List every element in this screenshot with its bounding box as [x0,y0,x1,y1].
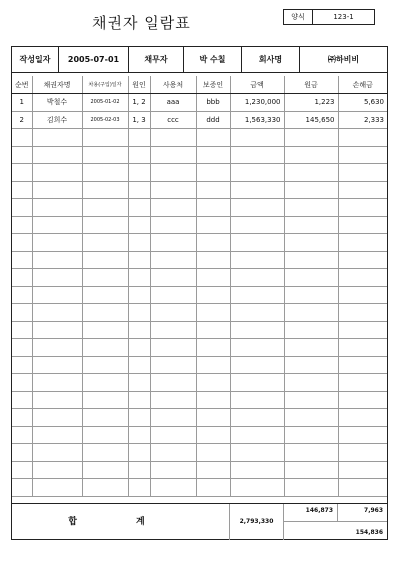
table-cell [12,234,32,252]
info-row [12,47,387,73]
table-cell [32,181,82,199]
table-cell [284,164,338,182]
empty-row [12,286,387,304]
table-cell [128,321,150,339]
column-header: 채권자명 [32,76,82,94]
table-cell [32,164,82,182]
table-cell [12,356,32,374]
table-cell [12,286,32,304]
table-cell [82,479,128,497]
document-title: 채권자 일람표 [92,14,191,32]
table-cell [128,426,150,444]
empty-row [12,251,387,269]
table-cell [32,321,82,339]
table-cell: ddd [196,111,230,129]
table-cell [196,304,230,322]
table-cell [12,304,32,322]
table-cell [82,321,128,339]
totals-principal: 146,873 [284,504,338,522]
table-cell [12,164,32,182]
table-cell: 2 [12,111,32,129]
table-cell [128,286,150,304]
table-cell [284,409,338,427]
table-cell [12,339,32,357]
column-header: 금액 [230,76,284,94]
table-cell [284,391,338,409]
table-cell [338,409,387,427]
column-header: 순번 [12,76,32,94]
table-cell [338,444,387,462]
table-cell [338,461,387,479]
table-cell [150,164,196,182]
table-cell [128,304,150,322]
table-cell: 2005-01-02 [82,94,128,112]
table-cell: 2005-02-03 [82,111,128,129]
table-cell [338,251,387,269]
table-cell [12,461,32,479]
table-cell [128,444,150,462]
table-cell [230,479,284,497]
table-cell [32,146,82,164]
table-cell [284,426,338,444]
table-cell [230,426,284,444]
debtor-value: 박 수칠 [184,47,242,72]
table-cell [150,391,196,409]
table-cell: 5,630 [338,94,387,112]
table-cell [230,304,284,322]
empty-row [12,479,387,497]
table-cell [230,444,284,462]
table-cell [338,304,387,322]
table-cell [82,374,128,392]
table-cell: 2,333 [338,111,387,129]
table-cell [196,129,230,147]
table-cell [12,269,32,287]
table-cell [128,146,150,164]
table-cell [128,199,150,217]
table-cell [150,304,196,322]
table-cell [82,356,128,374]
table-cell [82,269,128,287]
table-cell [150,461,196,479]
column-header: 사용처 [150,76,196,94]
table-cell [284,216,338,234]
column-header: 원금 [284,76,338,94]
table-cell [196,146,230,164]
table-cell: ccc [150,111,196,129]
empty-row [12,461,387,479]
table-cell: 1 [12,94,32,112]
table-cell [82,181,128,199]
table-cell [32,391,82,409]
table-cell: aaa [150,94,196,112]
table-cell [230,146,284,164]
table-cell [32,339,82,357]
table-cell [150,426,196,444]
table-cell [32,409,82,427]
empty-row [12,164,387,182]
table-cell [230,356,284,374]
table-cell [128,181,150,199]
empty-row [12,199,387,217]
empty-row [12,146,387,164]
table-cell [230,409,284,427]
table-cell [338,234,387,252]
table-header [12,76,387,94]
table-cell: 1, 2 [128,94,150,112]
table-cell [150,181,196,199]
table-cell [338,199,387,217]
table-cell [128,251,150,269]
table-cell [82,426,128,444]
table-cell [284,234,338,252]
table-cell [82,164,128,182]
table-cell [82,146,128,164]
table-cell [284,129,338,147]
table-cell [284,286,338,304]
table-cell [230,234,284,252]
table-cell: 145,650 [284,111,338,129]
table-cell [32,234,82,252]
table-cell [12,129,32,147]
table-cell [196,216,230,234]
table-cell [230,216,284,234]
table-cell [32,444,82,462]
table-cell [128,479,150,497]
empty-row [12,304,387,322]
table-cell [284,304,338,322]
table-cell [82,461,128,479]
table-cell [12,479,32,497]
table-cell [196,251,230,269]
table-cell [128,374,150,392]
table-cell [150,216,196,234]
table-cell [150,321,196,339]
table-cell [12,321,32,339]
date-label: 작성일자 [12,47,59,72]
table-cell [284,146,338,164]
empty-row [12,181,387,199]
table-cell [230,129,284,147]
table-cell [82,339,128,357]
table-cell [128,391,150,409]
table-cell [230,164,284,182]
table-cell [284,251,338,269]
table-cell: 1,223 [284,94,338,112]
company-value: ㈜하비비 [327,55,360,64]
table-cell [82,409,128,427]
table-cell [32,461,82,479]
table-cell [150,129,196,147]
table-cell [284,374,338,392]
table-cell [150,356,196,374]
column-header: 차용(구입)일자 [82,76,128,94]
table-cell [196,409,230,427]
table-cell [128,129,150,147]
totals-sum: 154,836 [355,529,383,536]
table-cell [338,181,387,199]
table-cell [32,269,82,287]
table-cell [338,269,387,287]
table-cell [32,356,82,374]
form-code-box [283,9,375,25]
table-cell [150,374,196,392]
table-cell [338,339,387,357]
table-cell [196,269,230,287]
table-cell: 1,230,000 [230,94,284,112]
table-cell [230,286,284,304]
table-cell [338,426,387,444]
table-cell [82,129,128,147]
table-cell [82,216,128,234]
table-cell [284,479,338,497]
company-label: 회사명 [242,47,300,72]
table-cell [32,251,82,269]
table-cell [338,146,387,164]
table-cell [82,391,128,409]
table-cell [150,286,196,304]
table-row [12,111,387,129]
column-header: 손해금 [338,76,387,94]
table-cell [230,199,284,217]
debtor-label: 채무자 [129,47,184,72]
empty-row [12,391,387,409]
table-cell [32,304,82,322]
empty-row [12,444,387,462]
table-cell [128,234,150,252]
table-cell [196,321,230,339]
empty-row [12,409,387,427]
column-header: 원인 [128,76,150,94]
table-cell [338,321,387,339]
table-cell [32,374,82,392]
table-cell [150,146,196,164]
table-cell [196,391,230,409]
table-cell [12,444,32,462]
date-value: 2005-07-01 [59,47,129,72]
table-cell [82,234,128,252]
table-cell [230,251,284,269]
table-cell [150,339,196,357]
table-cell: 1, 3 [128,111,150,129]
table-cell [196,199,230,217]
table-cell [150,199,196,217]
empty-row [12,321,387,339]
table-cell [196,181,230,199]
table-cell [284,269,338,287]
table-cell [32,199,82,217]
table-cell [150,234,196,252]
table-cell [284,181,338,199]
empty-row [12,426,387,444]
table-cell [128,409,150,427]
table-cell [338,374,387,392]
table-cell [12,181,32,199]
table-cell [338,216,387,234]
table-cell [12,374,32,392]
creditor-table [12,76,387,497]
table-cell [230,269,284,287]
form-code: 123-1 [333,13,354,21]
empty-row [12,129,387,147]
empty-row [12,234,387,252]
form-label: 양식 [284,10,313,24]
table-cell [150,409,196,427]
table-cell [128,216,150,234]
table-cell [128,269,150,287]
table-cell [230,181,284,199]
table-cell [230,321,284,339]
table-cell [230,461,284,479]
table-cell [230,391,284,409]
table-cell [12,426,32,444]
table-cell [150,269,196,287]
table-cell [32,216,82,234]
table-cell [128,164,150,182]
table-cell [338,164,387,182]
table-cell [150,251,196,269]
table-cell [196,479,230,497]
table-cell [82,286,128,304]
table-cell [284,321,338,339]
totals-section [12,503,387,539]
table-cell: 김희수 [32,111,82,129]
table-cell [196,164,230,182]
table-cell [230,339,284,357]
table-cell [196,426,230,444]
empty-row [12,216,387,234]
table-cell [284,444,338,462]
table-cell [128,339,150,357]
table-cell [284,356,338,374]
table-cell [12,251,32,269]
table-cell [82,444,128,462]
table-cell [32,426,82,444]
table-cell [82,304,128,322]
table-cell [150,444,196,462]
table-cell: 박철수 [32,94,82,112]
table-cell [32,479,82,497]
table-cell [82,251,128,269]
table-cell [128,461,150,479]
totals-amount: 2,793,330 [230,504,284,540]
table-cell [284,199,338,217]
table-cell: 1,563,330 [230,111,284,129]
table-cell [32,129,82,147]
empty-row [12,269,387,287]
table-cell [82,199,128,217]
table-cell [128,356,150,374]
creditor-list-frame [11,46,388,540]
table-cell [12,146,32,164]
table-cell [196,374,230,392]
table-cell [12,409,32,427]
table-cell [12,391,32,409]
table-cell [196,234,230,252]
table-row [12,94,387,112]
table-cell [284,339,338,357]
table-cell [196,356,230,374]
table-cell [12,199,32,217]
table-cell [338,356,387,374]
table-cell [196,286,230,304]
table-cell [338,479,387,497]
column-header: 보증인 [196,76,230,94]
table-cell [338,129,387,147]
table-cell [338,391,387,409]
table-cell [196,461,230,479]
table-cell [284,461,338,479]
table-cell [230,374,284,392]
empty-row [12,374,387,392]
table-cell [12,216,32,234]
totals-label: 합 계 [12,504,230,540]
totals-loss: 7,963 [338,504,387,522]
empty-row [12,339,387,357]
table-cell [32,286,82,304]
table-cell [338,286,387,304]
table-cell [196,339,230,357]
empty-row [12,356,387,374]
table-cell [150,479,196,497]
table-cell [196,444,230,462]
table-cell: bbb [196,94,230,112]
